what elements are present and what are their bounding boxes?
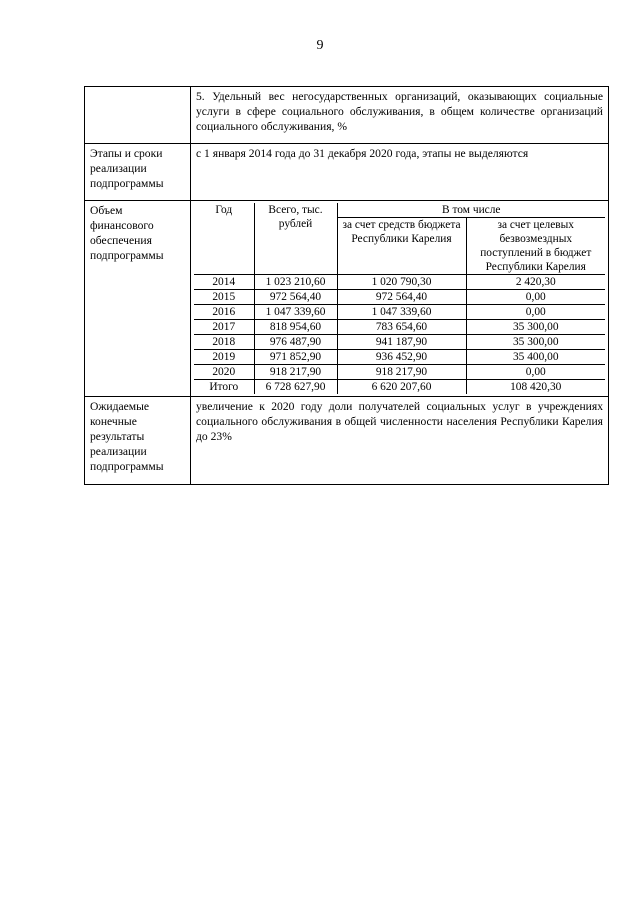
cell-year: Итого (194, 380, 254, 395)
cell-targeted: 2 420,30 (466, 275, 605, 290)
financing-cell (191, 201, 609, 397)
cell-targeted: 0,00 (466, 305, 605, 320)
cell-year: 2017 (194, 320, 254, 335)
financing-row (85, 201, 609, 397)
cell-year: 2016 (194, 305, 254, 320)
financing-data-row (194, 365, 605, 380)
passport-table (84, 86, 609, 485)
cell-total: 976 487,90 (254, 335, 337, 350)
cell-year: 2015 (194, 290, 254, 305)
financing-data-row (194, 350, 605, 365)
financing-label: Объем финансового обеспечения подпрограммы (85, 201, 191, 397)
results-value: увеличение к 2020 году доли получателей социальных услуг в учреждениях социального обслуживания в общей численности населения Республики Карелия до 23% (191, 397, 609, 485)
header-year: Год (194, 203, 254, 275)
cell-targeted: 35 400,00 (466, 350, 605, 365)
stages-row (85, 144, 609, 201)
cell-budget: 941 187,90 (337, 335, 466, 350)
cell-targeted: 35 300,00 (466, 335, 605, 350)
cell-targeted: 35 300,00 (466, 320, 605, 335)
financing-data-row (194, 335, 605, 350)
cell-targeted: 0,00 (466, 365, 605, 380)
cell-year: 2018 (194, 335, 254, 350)
financing-data-row (194, 320, 605, 335)
indicator-row (85, 87, 609, 144)
header-including: В том числе (337, 203, 605, 218)
cell-total: 6 728 627,90 (254, 380, 337, 395)
results-row (85, 397, 609, 485)
cell-targeted: 0,00 (466, 290, 605, 305)
cell-budget: 6 620 207,60 (337, 380, 466, 395)
page-number: 9 (316, 38, 324, 53)
cell-budget: 918 217,90 (337, 365, 466, 380)
cell-total: 971 852,90 (254, 350, 337, 365)
financing-data-row (194, 380, 605, 395)
financing-header-row (194, 203, 605, 218)
cell-total: 918 217,90 (254, 365, 337, 380)
cell-targeted: 108 420,30 (466, 380, 605, 395)
indicator-5-text: 5. Удельный вес негосударственных организаций, оказывающих социальные услуги в сфере социального обслуживания, в общем количестве организаций социального обслуживания, % (191, 87, 609, 144)
cell-year: 2019 (194, 350, 254, 365)
cell-year: 2020 (194, 365, 254, 380)
cell-total: 972 564,40 (254, 290, 337, 305)
financing-data-row (194, 290, 605, 305)
indicator-label-cell (85, 87, 191, 144)
cell-budget: 972 564,40 (337, 290, 466, 305)
financing-table (194, 203, 605, 394)
stages-label: Этапы и сроки реализации подпрограммы (85, 144, 191, 201)
cell-budget: 783 654,60 (337, 320, 466, 335)
header-budget: за счет средств бюджета Республики Карелия (337, 218, 466, 275)
cell-budget: 936 452,90 (337, 350, 466, 365)
stages-value: с 1 января 2014 года до 31 декабря 2020 года, этапы не выделяются (191, 144, 609, 201)
cell-total: 1 023 210,60 (254, 275, 337, 290)
cell-budget: 1 047 339,60 (337, 305, 466, 320)
results-label: Ожидаемые конечные результаты реализации подпрограммы (85, 397, 191, 485)
financing-data-row (194, 305, 605, 320)
cell-budget: 1 020 790,30 (337, 275, 466, 290)
cell-total: 1 047 339,60 (254, 305, 337, 320)
cell-total: 818 954,60 (254, 320, 337, 335)
cell-year: 2014 (194, 275, 254, 290)
header-targeted: за счет целевых безвозмездных поступлений в бюджет Республики Карелия (466, 218, 605, 275)
financing-data-row (194, 275, 605, 290)
header-total: Всего, тыс. рублей (254, 203, 337, 275)
